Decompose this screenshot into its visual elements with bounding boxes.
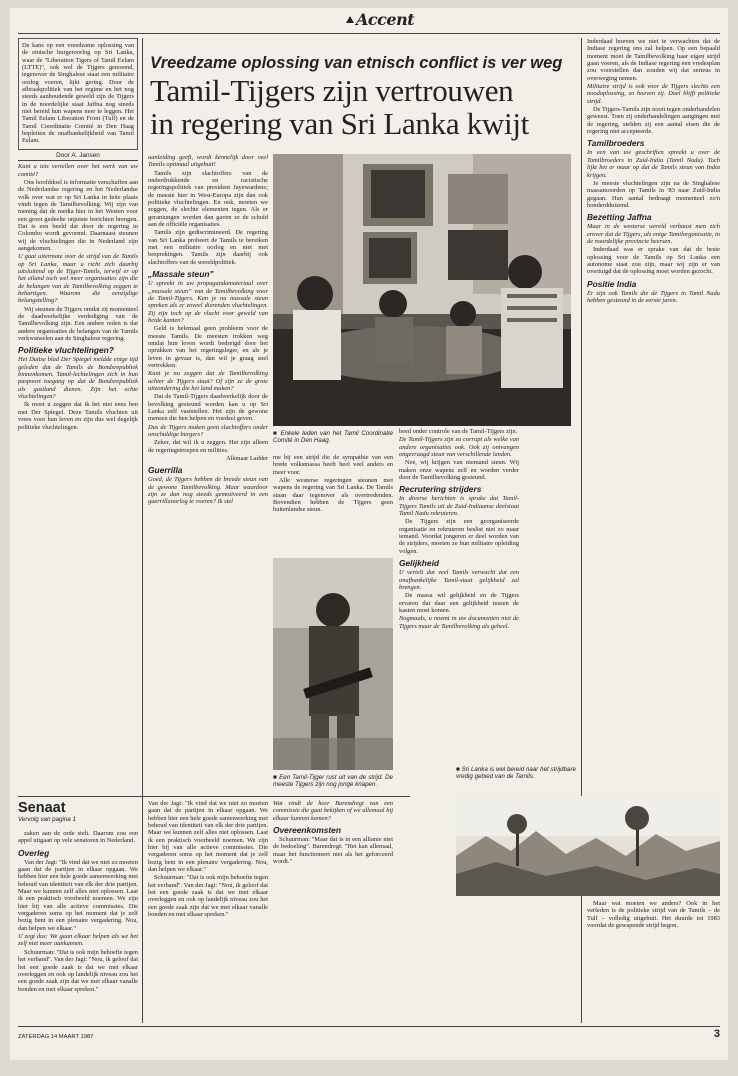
- senaat-column: [18, 830, 138, 1025]
- paragraph: Wij steunen de Tijgers omdat zij momenteel de daadwerkelijke verdediging van de Tamilbevolking zijn. Een andere reden is dat andere organisaties de belangen van de Tamils verkwanselen aan de Singhalese regering.: [18, 305, 138, 343]
- paragraph: Van der Jagt: "Ik vind dat we niet zo moeten gaan dat de partijen in elkaar opgaan. We hebben hier een hele goede samenwerking met behoud van identiteit van elk der drie partijen. Maar we kunnen zelf alles niet oplossen. Laat ik een praktisch voorbeeld noemen. We zijn hier bij van alle actieve commissies. Die vergaderen soms op het moment dat je zelf bezig bent in een plenaire vergadering. Nou, dan helpen we elkaar.": [148, 800, 268, 874]
- paragraph: Je meeste vluchtelingen zijn na de Singhalese massamoorden op Tamils in '83 naar Zuid-India gegaan. Hun aantal bedraagt momenteel zo'n honderdduizend.: [587, 179, 720, 209]
- senaat-subtitle: Vervolg van pagina 1: [18, 816, 76, 823]
- photo-3-caption: ■ Sri Lanka is wel bereid naar het strijdbare vredig gebied van de Tamils.: [456, 766, 576, 780]
- paragraph: Schuurman: "Dat is ook mijn behoefte tegen het verband". Van der Jagt: "Nou, ik geloof dat het een goede zaak is dat we met elkaar overleggen en ook op landelijk niveau zou het een goede zaak zijn dat we met elkaar vanalle bonden en met elkaar spreken.": [148, 874, 268, 919]
- photo-tamil-tiger: [273, 558, 393, 770]
- question: De Tamil-Tijgers zijn zo corrupt als welke van andere organisaties ook. Ook zij ontvangen ongevraagd steun van verschillende landen.: [399, 436, 519, 459]
- paragraph: me bij een strijd die de sympathie van een brede volksmassa heeft heel veel anders en meer voor.: [273, 454, 393, 476]
- senaat-title: Senaat: [18, 800, 66, 816]
- lead-text: De kans op een vreedzame oplossing van de etnische burgeroorlog op Sri Lanka, waar de "Liberation Tigers of Tamil Eelam (LTTE)", ook wel de Tijgers genoemd, tegenover de Singhalese staat een militaire oorlog voeren, lijkt gering. Door de afbraakpolitiek van het regime en het nog steeds aanhoudende geweld zijn de Tijgers in de noordelijke staat Jaffna nog steeds niet bereid hun wapens neer te leggen. Het Tamil Eelam Liberation Front (Tulf) en de Tamil Coordinatie Comité in Den Haag bepleiten de onafhankelijkheid van Tamil Eelam.: [22, 42, 134, 145]
- bottom-rule: [18, 1026, 720, 1027]
- column-5-bottom: [587, 900, 720, 1022]
- question: Het Duitse blad Der Spiegel meldde enige tijd geleden dat de Tamils de Bondsrepubliek binnenkomen. Tamil-lechtelingen zich in hun paspoort toegang op dat de Bondsrepubliek als gastland dienen. Zijn het echte vluchtelingen?: [18, 356, 138, 401]
- paragraph: beed onder controle van de Tamil-Tijgers zijn.: [399, 428, 518, 435]
- paragraph: Tamils zijn slachtoffers van de onderdrukkende en racistische regeringspolitiek van president Jayewardene; de meeste hier in West-Europa zijn dan ook politieke vluchtelingen. En ook, moeten we zeggen, de slechte elementen tegen. Als er geraniungen worden dan gaven ze de schuld aan de officiële organisaties.: [148, 169, 268, 229]
- caption-bullet-icon: ■: [273, 430, 278, 437]
- top-rule: [18, 33, 720, 34]
- subheading: Gelijkheid: [399, 558, 440, 569]
- question: In een van uw geschriften spreekt u over de Tamilbroeders in Zuid-India (Tamil Nadu). Toch lijkt het er maar op dat de Tamils steun van India krijgen.: [587, 149, 720, 179]
- question: Militaire strijd is ook voor de Tijgers slechts een noodoplossing, zo hoeven zij. Doel blijft politieke strijd.: [587, 83, 720, 105]
- paragraph: Ons hoofddoel is informatie verschaffen aan de Nederlandse regering en het Nederlandse volk over wat er op Sri Lanka in feite plaats vindt tegen de Tamilbevolking. Wij zijn van mening dat de media hier in het Westen voor een groot gedeelte onjuiste berichten brengen. Dat is een beeld dat door de regering in Colombo wordt gevormd. Daarnaast steunen wij de vluchtelingen die in Nederland zijn aangekomen.: [18, 178, 138, 252]
- logo-triangle-icon: [346, 16, 354, 23]
- subheading: „Massale steun”: [148, 269, 214, 280]
- caption-bullet-icon: ■: [456, 766, 460, 773]
- senaat-header: [18, 800, 138, 823]
- question: U zegt dus: We gaan elkaar helpen als we het zelf niet meer aankunnen.: [18, 933, 138, 948]
- footer-date: ZATERDAG 14 MAART 1987: [18, 1034, 94, 1040]
- accent-logo: Accent: [346, 10, 414, 29]
- page-number: 3: [713, 1028, 720, 1040]
- paragraph: Nee, wij krijgen van niemand steun. Wij maken onze wapens zelf en worden verder door de Tamilbevolking gesteund.: [399, 459, 519, 482]
- subheading: Recrutering strijders: [399, 484, 482, 495]
- paragraph: Ik moet u zeggen dat ik het niet eens ben met Der Spiegel. Deze Tamils vluchten uit vrees voor hun leven en zijn dus wel degelijk politieke vluchtelingen.: [18, 401, 138, 431]
- question: Nogmaals, u noemt in uw documenten niet de Tijgers maar de Tamilbevolking als geheel.: [399, 615, 519, 630]
- question: In diverse berichten is sprake dat Tamil-Tijgers Tamils uit de Zuid-Indiaanse deelstaat Tamil Nadu rekruteren.: [399, 495, 519, 518]
- headline-line-1: Tamil-Tijgers zijn vertrouwen: [150, 73, 514, 108]
- masthead: [10, 8, 728, 32]
- photo-tamil-committee-image: [273, 154, 571, 426]
- subheading: Tamilbroeders: [587, 138, 645, 149]
- question: Maar in de westerse wereld verbaast men zich erover dat de Tijgers, als enige Tamilorganisatie, in de noordelijke provincie heersen.: [587, 223, 720, 245]
- lead-box: [18, 38, 138, 150]
- question: U spreekt in uw propagandamateriaal over „massale steun” van de Tamilbevolking voor de Tamil-Tijgers. Kan je nu massale steun spreken als er zoveel dierenden vluchtelingen. Zij zijn toch op de vlucht voor geweld van beide kanten?: [148, 280, 268, 324]
- paragraph: De massa wil gelijkheid en de Tijgers ervaren dat daar een gelijkheid tussen de kasten moet komen.: [399, 592, 519, 614]
- caption-bullet-icon: ■: [273, 774, 278, 781]
- senaat-column-2: [148, 800, 268, 1022]
- question: aanleiding geeft, wordt kennelijk door veel Tamils optimaal uitgebuit!: [148, 154, 268, 169]
- question: Dus de Tijgers maken geen slachtoffers onder onschuldige burgers?: [148, 423, 268, 439]
- note: Alkmaar Ladder: [225, 455, 268, 463]
- newspaper-page: [10, 8, 728, 1060]
- question: U vertelt dat veel Tamils verwacht dat een onafhankelijke Tamil-staat gelijkheid zal brengen.: [399, 569, 519, 591]
- paragraph: Schuurman: "Maar dat is in een allianie niet de bedoeling". Barendregt: "Het kan allemaal, maar het functioneert niet als het geforceerd wordt.": [273, 836, 393, 866]
- column-rule: [142, 38, 143, 1023]
- question: Kunt u iets vertellen over het werk van uw comité?: [18, 163, 138, 178]
- column-2: [148, 154, 268, 792]
- column-5: [587, 38, 720, 758]
- column-3: [273, 454, 393, 554]
- senaat-top-rule: [18, 796, 410, 797]
- paragraph: Geld is helemaal geen probleem voor de meeste Tamils. De meesten trokken weg omdat hun leven wordt bedreigd door het oprukken van het regeringsleger, en als je leven in gevaar is, dan wil je graag snel vertrekken.: [148, 325, 268, 369]
- paragraph: De Tijgers zijn een georganiseerde organisatie en rekruteren beslist niet zo maar iemand. Voordat jongeren er deel worden van de strijders, moeten ze hun militaire opleiding volgen.: [399, 518, 519, 555]
- subheading: Bezetting Jaffna: [587, 212, 652, 223]
- paragraph: De Tijgers-Tamils zijn nooit tegen onderhandelen geweest. Toen zij onderhandelingen aangingen met de regering, stelden zij een aantal eisen die de regering niet accepteerde.: [587, 106, 720, 136]
- photo-landscape: [456, 796, 720, 896]
- paragraph: Van der Jagt: "Ik vind dat we niet zo moeten gaan dat de partijen in elkaar opgaan. We hebben hier een hele goede samenwerking met behoud van identiteit van elk der drie partijen. Maar we kunnen zelf alles niet oplossen. Laat ik een praktisch voorbeeld noemen. We zijn hier bij van alle actieve commissies. Die vergaderen soms op het moment dat je zelf bezig bent in een plenaire vergadering. Nou, dan helpen we elkaar.": [18, 858, 138, 932]
- column-1: [18, 38, 138, 796]
- column-4: [399, 428, 519, 1023]
- paragraph: Tamils zijn gediscrimineerd. De regering van Sri Lanka probeert de Tamils te bereiken met een militaire oorlog en niet met besprekingen. Tamils zijn daarbij ook slachtoffers van de wereldpolitiek.: [148, 229, 268, 266]
- subheading: Positie India: [587, 278, 637, 289]
- subheading: Politieke vluchtelingen?: [18, 345, 114, 356]
- photo-tamil-tiger-image: [273, 558, 393, 770]
- paragraph: Zeker, dat wil ik u zeggen. Het zijn alleen de regeringstroepen en milities.: [148, 439, 268, 454]
- paragraph: zaken aan de orde stelt. Daarom zou een appel uitgaan op vele senatoren in Nederland.: [18, 830, 138, 845]
- photo-landscape-image: [456, 796, 720, 896]
- subheading: Guerrilla: [148, 465, 183, 476]
- headline-line-2: in regering van Sri Lanka kwijt: [150, 106, 529, 141]
- subheading: Overeenkomsten: [273, 825, 341, 836]
- paragraph: Maar wat moeten we anders? Ook in het verleden is de politieke strijd van de Tamils – de Tulf – volledig uitgebuit. Het duurde tot 1983 voordat de gewapende strijd begon.: [587, 900, 720, 930]
- paragraph: Inderdaad was er sprake van dat de beste oplossing voor de Tamils op Sri Lanka een autonome staat zou zijn, maar wij zijn er van overtuigd dat de oplossing moet worden gezocht.: [587, 246, 720, 276]
- byline: Door A. Jansen: [18, 152, 138, 161]
- photo-2-caption: ■ Een Tamil-Tijger rust uit van de strijd. De meeste Tijgers zijn nog jonge knapen.: [273, 774, 393, 788]
- question: Wat vindt de heer Barendregt van een commissie die gaat bekijken of we allemaal bij elkaar kunnen komen?: [273, 800, 393, 822]
- paragraph: Dat de Tamil-Tijgers daadwerkelijk door de bevolking gesteund worden kan u op Sri Lanka zelf vaststellen. Het zijn de gewone mensen die hen helpen en voedsel geven.: [148, 393, 268, 423]
- question: Er zijn ook Tamils die de Tijgers in Tamil Nadu hebben gesteund in de eerste jaren.: [587, 289, 720, 304]
- subheading: Overleg: [18, 847, 50, 858]
- senaat-column-3: [273, 800, 393, 1022]
- question: U gaat uitermate over de strijd van de Tamils op Sri Lanka, maar u richt zich daarbij uitsluitend op de Tijger-Tamils, terwijl er op het eiland toch wel meer organisaties zijn die de belangen van de Tamilbevolking zeggen te behartigen. Waarom die eenzijdige belangstelling?: [18, 253, 138, 305]
- question: Goed, de Tijgers hebben de breede steun van de gewone Tamilbevolking. Maar waardoor zijn ze dan nog steeds gemotiveerd in een guerrillaoorlog te voeren? Ik stel: [148, 476, 268, 506]
- paragraph: Inderdaad hoeven we niet te verwachten dat de Indiase regering ons zal helpen. Op een bepaald moment moet de Tamilbevolking haar eigen strijd gaan voeren, als de Indiase regering een vredesplan zou voorstellen dan zouden wij dat serieus in overweging nemen.: [587, 38, 720, 82]
- photo-tamil-committee: [273, 154, 571, 426]
- kicker: Vreedzame oplossing van etnisch conflict is ver weg: [150, 54, 563, 72]
- photo-1-caption: ■ Enkele leden van het Tamil Coordinatie Comité in Den Haag.: [273, 430, 393, 444]
- paragraph: Alle westerse regeringen steunen met wapens de regering van Sri Lanka. De Tamils staan daar tegenover als overtredenden. Bovendien hebben de Tijgers geen buitenlandse steun.: [273, 477, 393, 514]
- question: Kunt je nu zeggen dat de Tamilbevolking achter de Tijgers staat? Of zijn ze de grote uitzondering die het land maken?: [148, 370, 268, 392]
- paragraph: Schuurman: "Dat is ook mijn behoefte tegen het verband". Van der Jagt: "Nou, ik geloof dat het een goede zaak is dat we met elkaar overleggen en ook op landelijk niveau zou het een goede zaak zijn dat we met elkaar vanalle bonden en met elkaar spreken.": [18, 948, 138, 993]
- headline: [150, 74, 575, 140]
